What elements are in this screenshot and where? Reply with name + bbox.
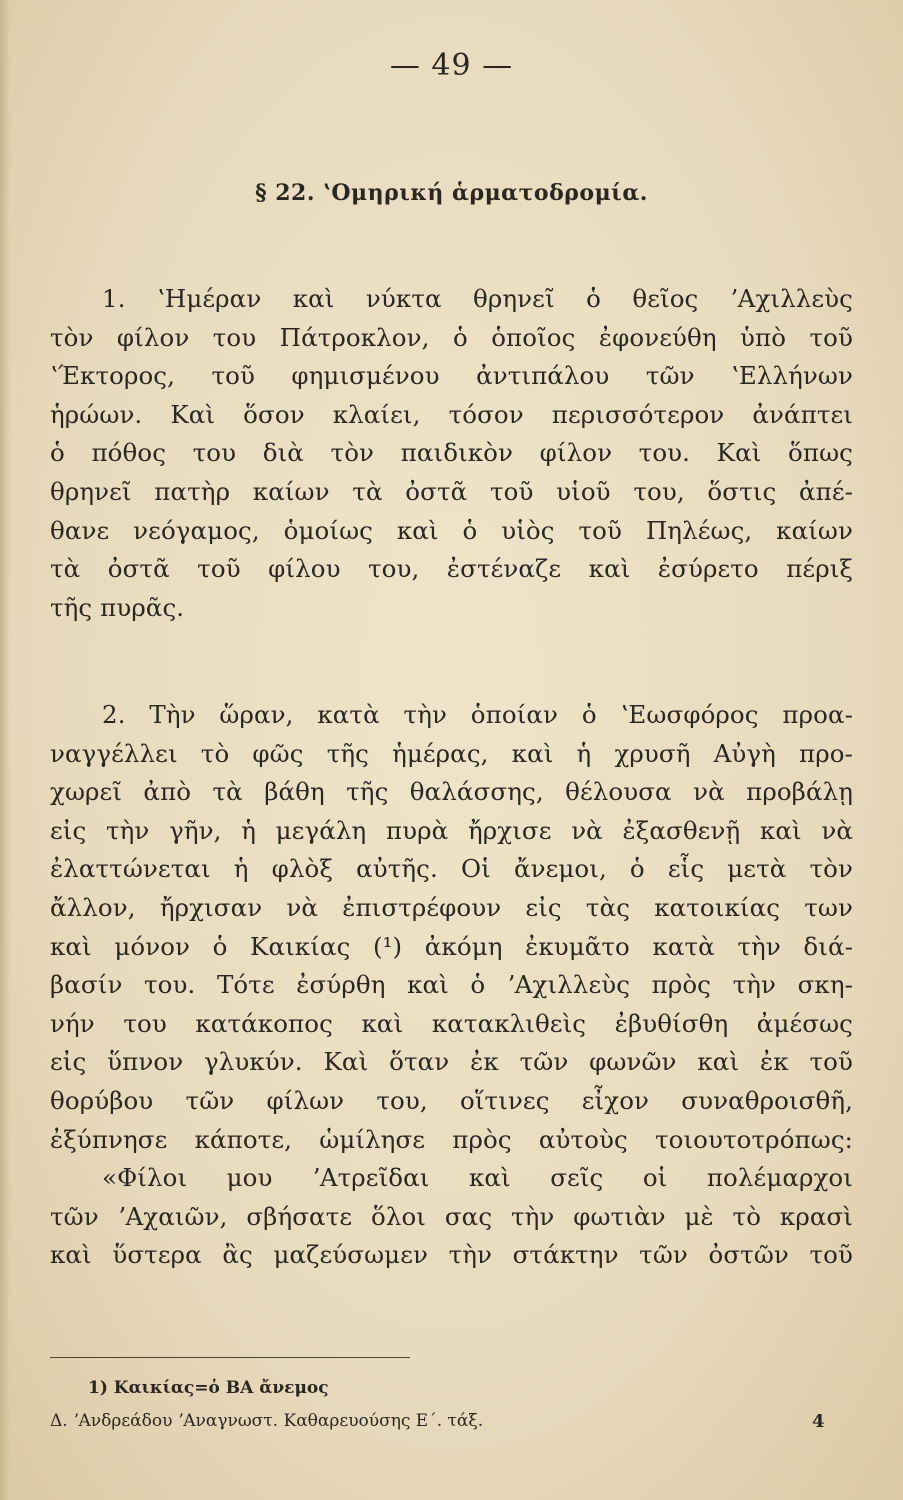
text-line: θορύβου τῶν φίλων του, οἵτινες εἶχον συναθροισθῆ, — [50, 1085, 853, 1115]
text-line: ἄλλον, ἤρχισαν νὰ ἐπιστρέφουν εἰς τὰς κατοικίας των — [50, 892, 853, 922]
text-line: νήν του κατάκοπος καὶ κατακλιθεὶς ἐβυθίσθη ἀμέσως — [50, 1008, 853, 1038]
text-line: ἡρώων. Καὶ ὅσον κλαίει, τόσον περισσότερον ἀνάπτει — [50, 399, 853, 429]
page-number: — 49 — — [389, 48, 514, 83]
text-line: τὰ ὀστᾶ τοῦ φίλου του, ἐστέναζε καὶ ἐσύρετο πέριξ — [50, 554, 853, 584]
text-line: τὸν φίλον του Πάτροκλον, ὁ ὁποῖος ἐφονεύθη ὑπὸ τοῦ — [50, 322, 853, 352]
text-line: «Φίλοι μου ʼΑτρεῖδαι καὶ σεῖς οἱ πολέμαρχοι — [102, 1163, 853, 1193]
paragraph-1 — [50, 280, 853, 627]
text-line: βασίν του. Τότε ἐσύρθη καὶ ὁ ʼΑχιλλεὺς πρὸς τὴν σκη- — [50, 970, 853, 1000]
page-edge-shadow — [0, 0, 10, 1500]
imprint-line: Δ. ʼΑνδρεάδου ʼΑναγνωστ. Καθαρευούσης Ε΄. τάξ. — [50, 1411, 484, 1431]
text-line: ὁ πόθος του διὰ τὸν παιδικὸν φίλον του. Καὶ ὅπως — [50, 438, 853, 468]
footnote: 1) Καικίας=ὁ ΒΑ ἄνεμος — [88, 1378, 329, 1398]
signature-mark: 4 — [812, 1411, 825, 1432]
text-line: ναγγέλλει τὸ φῶς τῆς ἡμέρας, καὶ ἡ χρυσῆ Αὐγὴ προ- — [50, 738, 853, 768]
text-line: εἰς τὴν γῆν, ἡ μεγάλη πυρὰ ἤρχισε νὰ ἐξασθενῇ καὶ νὰ — [50, 815, 853, 845]
text-line: 1. ʽΗμέραν καὶ νύκτα θρηνεῖ ὁ θεῖος ʼΑχιλλεὺς — [102, 284, 853, 313]
text-line: καὶ ὕστερα ἂς μαζεύσωμεν τὴν στάκτην τῶν ὀστῶν τοῦ — [50, 1240, 853, 1270]
text-line: καὶ μόνον ὁ Καικίας (¹) ἀκόμη ἐκυμᾶτο κατὰ τὴν διά- — [50, 931, 853, 961]
footnote-divider — [50, 1357, 410, 1358]
text-line: ἐξύπνησε κάποτε, ὡμίλησε πρὸς αὐτοὺς τοιουτοτρόπως: — [50, 1124, 853, 1154]
text-line: θανε νεόγαμος, ὁμοίως καὶ ὁ υἱὸς τοῦ Πηλέως, καίων — [50, 515, 853, 545]
paragraph-2 — [50, 696, 853, 1275]
text-line: ἐλαττώνεται ἡ φλὸξ αὐτῆς. Οἱ ἄνεμοι, ὁ εἷς μετὰ τὸν — [50, 854, 853, 884]
section-title: § 22. ʽΟμηρική ἁρματοδρομία. — [255, 180, 648, 206]
text-line: ʽΈκτορος, τοῦ φημισμένου ἀντιπάλου τῶν ʽΕλλήνων — [50, 361, 853, 391]
text-line: θρηνεῖ πατὴρ καίων τὰ ὀστᾶ τοῦ υἱοῦ του, ὅστις ἀπέ- — [50, 476, 853, 506]
text-line: τῶν ʼΑχαιῶν, σβήσατε ὅλοι σας τὴν φωτιὰν μὲ τὸ κρασὶ — [50, 1201, 853, 1231]
text-line: τῆς πυρᾶς. — [50, 592, 185, 622]
text-line: χωρεῖ ἀπὸ τὰ βάθη τῆς θαλάσσης, θέλουσα νὰ προβάλῃ — [50, 777, 853, 807]
text-line: εἰς ὕπνον γλυκύν. Καὶ ὅταν ἐκ τῶν φωνῶν καὶ ἐκ τοῦ — [50, 1047, 853, 1077]
text-line: 2. Τὴν ὥραν, κατὰ τὴν ὁποίαν ὁ ʽΕωσφόρος προα- — [102, 700, 853, 729]
